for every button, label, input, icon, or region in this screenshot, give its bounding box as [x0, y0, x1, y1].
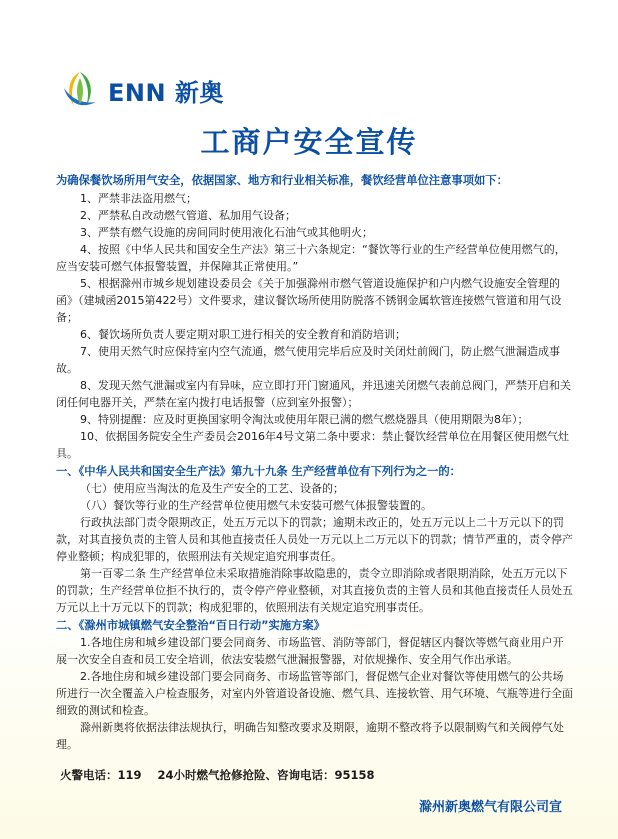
brand-logo [58, 68, 224, 112]
list-item: 10、依据国务院安全生产委员会2016年4号文第二条中要求：禁止餐饮经营单位在用餐区使用燃气灶具。 [56, 430, 569, 460]
list-item: 9、特别提醒：应及时更换国家明令淘汰或使用年限已满的燃气燃烧器具（使用期限为8年）； [80, 413, 529, 426]
list-item: 7、使用天然气时应保持室内空气流通，燃气使用完毕后应及时关闭灶前阀门，防止燃气泄漏造成事故。 [56, 345, 560, 375]
section-line: 1.各地住房和城乡建设部门要会同商务、市场监管、消防等部门，督促辖区内餐饮等燃气商业用户开展一次安全自查和员工安全培训，依法安装燃气泄漏报警器，对依规操作、安全用气作出承诺。 [56, 636, 564, 666]
enn-logo-icon [58, 68, 102, 112]
list-item: 5、根据滁州市城乡规划建设委员会《关于加强滁州市燃气管道设施保护和户内燃气设施安全管理的函》（建城函2015第422号）文件要求，建议餐饮场所使用防脱落不锈钢金属软管连接燃气管道和用气设备； [56, 277, 562, 324]
page-title: 工商户安全宣传 [200, 125, 418, 159]
list-item: 4、按照《中华人民共和国安全生产法》第三十六条规定：“餐饮等行业的生产经营单位使用燃气的，应当安装可燃气体报警装置，并保障其正常使用。” [56, 243, 566, 273]
section-heading-hundred-day-action: 二、《滁州市城镇燃气安全整治“百日行动”实施方案》 [56, 619, 326, 632]
section-line: （八）餐饮等行业的生产经营单位使用燃气未安装可燃气体报警装置的。 [80, 499, 432, 512]
brand-name: ENN 新奥 [108, 78, 224, 107]
list-item: 1、严禁非法盗用燃气； [80, 192, 197, 205]
section-line: 2.各地住房和城乡建设部门要会同商务、市场监管等部门，督促燃气企业对餐饮等使用燃气的公共场所进行一次全覆盖入户检查服务，对室内外管道设备设施、燃气具、连接软管、用气环境、气瓶等进行全面细致的测试和检查。 [56, 670, 573, 717]
list-item: 3、严禁有燃气设施的房间同时使用液化石油气或其他明火； [80, 226, 373, 239]
section-line: （七）使用应当淘汰的危及生产安全的工艺、设备的； [80, 482, 344, 495]
hotline-phone: 24小时燃气抢修抢险、咨询电话：95158 [157, 768, 375, 782]
notice-body [56, 172, 574, 753]
contact-phones [60, 767, 375, 783]
list-item: 2、严禁私自改动燃气管道、私加用气设备； [80, 209, 296, 222]
company-signature: 滁州新奥燃气有限公司宣 [418, 800, 562, 815]
section-line: 滁州新奥将依据法律法规执行，明确告知整改要求及期限，逾期不整改将予以限制购气和关阀停气处理。 [56, 721, 564, 751]
list-item: 6、餐饮场所负责人要定期对职工进行相关的安全教育和消防培训； [80, 328, 406, 341]
lead-paragraph: 为确保餐饮场所用气安全，依据国家、地方和行业相关标准，餐饮经营单位注意事项如下： [56, 174, 508, 187]
section-heading-safety-law: 一、《中华人民共和国安全生产法》第九十九条 生产经营单位有下列行为之一的： [56, 465, 461, 478]
fire-phone: 火警电话：119 [60, 768, 142, 782]
section-line: 第一百零二条 生产经营单位未采取措施消除事故隐患的，责令立即消除或者限期消除，处五万元以下的罚款；生产经营单位拒不执行的，责令停产停业整顿，对其直接负责的主管人员和其他直接责任人员处五万元以上十万元以下的罚款；构成犯罪的，依照刑法有关规定追究刑事责任。 [56, 567, 573, 614]
list-item: 8、发现天然气泄漏或室内有异味，应立即打开门窗通风，并迅速关闭燃气表前总阀门，严禁开启和关闭任何电器开关，严禁在室内拨打电话报警（应到室外报警）； [56, 379, 571, 409]
section-line: 行政执法部门责令限期改正，处五万元以下的罚款；逾期未改正的，处五万元以上二十万元以下的罚款，对其直接负责的主管人员和其他直接责任人员处一万元以上二万元以下的罚款；情节严重的，责令停产停业整顿；构成犯罪的，依照刑法有关规定追究刑事责任。 [56, 516, 573, 563]
